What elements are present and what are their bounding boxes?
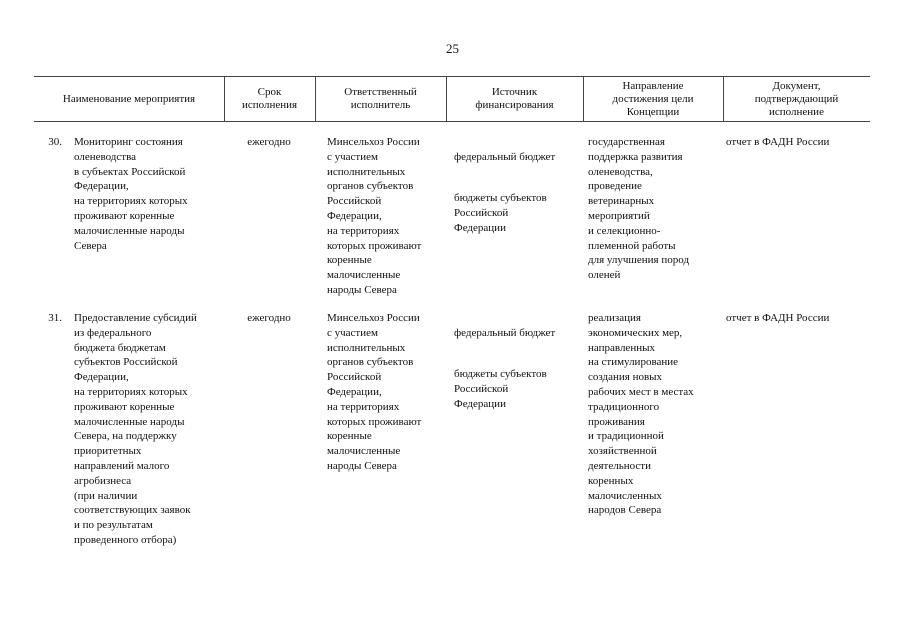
header-name: Наименование мероприятия <box>62 92 196 105</box>
header-source: Источник финансирования <box>475 86 554 111</box>
row-source-federal: федеральный бюджет <box>454 150 556 163</box>
row-name: Мониторинг состояния оленеводства в субъектах Российской Федерации, на территориях которых проживают коренные малочисленные народы Севера <box>74 136 188 252</box>
row-executor: Минсельхоз России с участием исполнительных органов субъектов Российской Федерации, на территориях которых проживают коренные малочисленные народы Севера <box>327 136 422 296</box>
table-header-top-rule <box>34 76 870 77</box>
row-executor: Минсельхоз России с участием исполнительных органов субъектов Российской Федерации, на территориях которых проживают коренные малочисленные народы Севера <box>327 312 422 472</box>
row-number: 30. <box>48 136 62 148</box>
header-term: Срок исполнения <box>241 86 298 111</box>
header-executor: Ответственный исполнитель <box>344 86 417 111</box>
row-source-regional: бюджеты субъектов Российской Федерации <box>454 192 547 234</box>
page-number: 25 <box>446 41 459 56</box>
row-direction: государственная поддержка развития оленеводства, проведение ветеринарных мероприятий и селекционно- племенной работы для улучшения пород оленей <box>588 136 690 282</box>
row-document: отчет в ФАДН России <box>726 136 830 148</box>
row-number: 31. <box>48 312 62 324</box>
row-source-regional: бюджеты субъектов Российской Федерации <box>454 368 547 410</box>
row-source-federal: федеральный бюджет <box>454 326 556 339</box>
row-source <box>454 311 582 412</box>
row-source <box>454 135 582 236</box>
row-term: ежегодно <box>247 312 291 324</box>
table-header-bottom-rule <box>34 121 870 122</box>
row-document: отчет в ФАДН России <box>726 312 830 324</box>
row-term: ежегодно <box>247 136 291 148</box>
row-direction: реализация экономических мер, направленных на стимулирование создания новых рабочих мест в местах традиционного проживания и традиционной хозяйственной деятельности коренных малочисленных народов Севера <box>588 312 694 517</box>
header-document: Документ, подтверждающий исполнение <box>754 79 839 118</box>
row-name: Предоставление субсидий из федерального бюджета бюджетам субъектов Российской Федерации, на территориях которых проживают коренные малочисленные народы Севера, на поддержку приоритетных направлений малого агробизнеса (при наличии соответствующих заявок и по результатам проведенного отбора) <box>74 312 197 546</box>
header-direction: Направление достижения цели Концепции <box>612 79 694 118</box>
